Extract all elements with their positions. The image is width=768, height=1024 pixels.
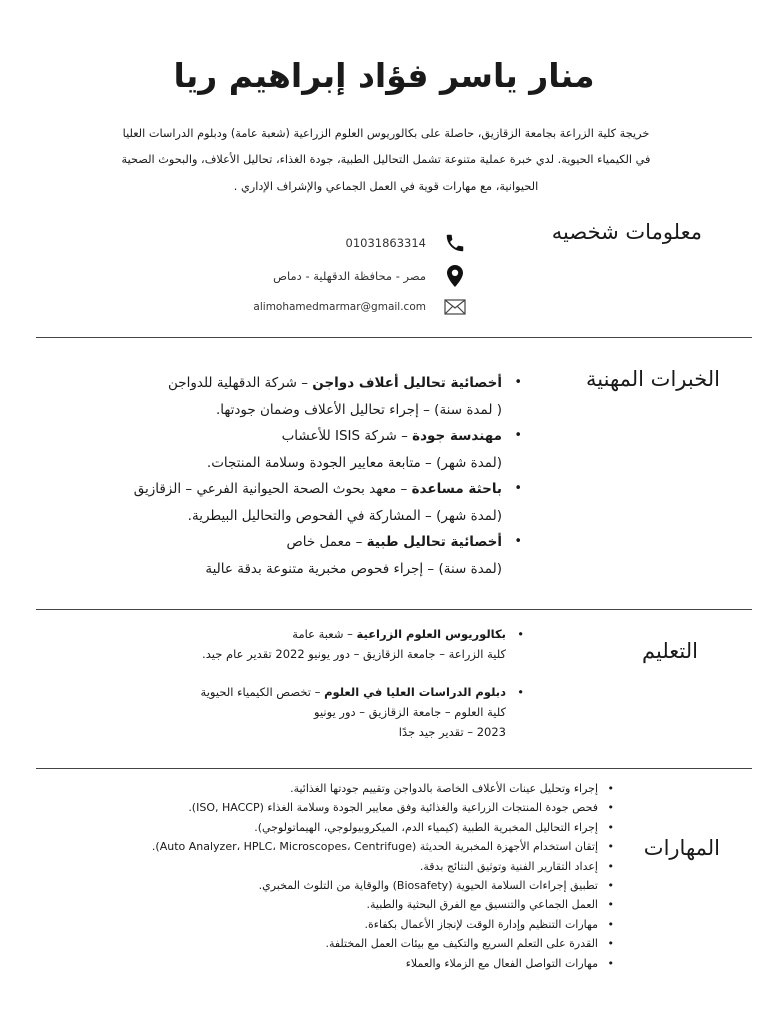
section-title-personal-info: معلومات شخصيه — [551, 220, 702, 244]
bullet-icon: • — [607, 879, 614, 893]
section-title-skills: المهارات — [643, 836, 720, 860]
education-specialization: – شعبة عامة — [292, 627, 357, 641]
experience-item — [82, 476, 522, 529]
contact-location-row — [273, 263, 468, 289]
bullet-icon: • — [607, 898, 614, 912]
education-item — [86, 624, 524, 664]
bullet-icon: • — [607, 801, 614, 815]
bullet-icon: • — [517, 627, 524, 641]
envelope-icon — [442, 294, 468, 320]
skill-text: تطبيق إجراءات السلامة الحيوية (Biosafety) والوقاية من التلوث المخبري. — [258, 879, 598, 893]
education-grade: 2023 – تقدير جيد جدًا — [398, 725, 506, 739]
bullet-icon: • — [607, 956, 614, 970]
section-divider — [36, 337, 752, 338]
skill-text: مهارات التنظيم وإدارة الوقت لإنجاز الأعمال بكفاءة. — [364, 917, 598, 931]
skill-text: فحص جودة المنتجات الزراعية والغذائية وفق معايير الجودة وسلامة الغذاء (ISO, HACCP). — [188, 801, 598, 815]
experience-item — [82, 370, 522, 423]
skills-list — [38, 779, 614, 973]
contact-phone-row — [346, 230, 468, 256]
skill-text: القدرة على التعلم السريع والتكيف مع بيئات العمل المختلفة. — [325, 937, 598, 951]
experience-org: – شركة ISIS للأعشاب — [281, 428, 413, 444]
skill-item — [38, 895, 614, 914]
bullet-icon: • — [514, 534, 522, 549]
education-degree: دبلوم الدراسات العليا في العلوم — [324, 685, 506, 699]
contact-email-row — [253, 294, 468, 320]
skill-item — [38, 837, 614, 856]
skill-text: إجراء وتحليل عينات الأعلاف الخاصة بالدواجن وتقييم جودتها الغذائية. — [290, 782, 598, 795]
section-title-education: التعليم — [642, 639, 698, 663]
bullet-icon: • — [607, 782, 614, 795]
skill-text: مهارات التواصل الفعال مع الزملاء والعملاء — [405, 956, 598, 970]
experience-org: – معمل خاص — [286, 534, 367, 550]
experience-role: باحثة مساعدة — [411, 481, 502, 497]
experience-org: – شركة الدقهلية للدواجن — [167, 375, 313, 391]
skill-item — [38, 954, 614, 973]
section-divider — [36, 768, 752, 769]
experience-detail: ( لمدة سنة) – إجراء تحاليل الأعلاف وضمان جودتها. — [215, 401, 502, 418]
education-list — [86, 624, 524, 760]
education-detail: كلية الزراعة – جامعة الزقازيق – دور يونيو 2022 تقدير عام جيد. — [202, 647, 506, 661]
experience-org: – معهد بحوث الصحة الحيوانية الفرعي – الزقازيق — [133, 481, 412, 497]
bullet-icon: • — [514, 428, 522, 443]
skill-text: إجراء التحاليل المخبرية الطبية (كيمياء الدم، الميكروبيولوجي، الهيماتولوجي). — [254, 820, 598, 834]
location-pin-icon — [442, 263, 468, 289]
location-text: مصر - محافظة الدقهلية - دماص — [273, 269, 426, 283]
experience-list — [82, 370, 522, 582]
skill-item — [38, 798, 614, 817]
experience-role: مهندسة جودة — [412, 428, 502, 444]
bullet-icon: • — [607, 937, 614, 951]
bullet-icon: • — [514, 375, 522, 390]
skill-item — [38, 818, 614, 837]
education-item — [86, 682, 524, 742]
skill-item — [38, 915, 614, 934]
education-degree: بكالوريوس العلوم الزراعية — [356, 627, 506, 641]
section-title-experience: الخبرات المهنية — [586, 367, 720, 391]
skill-item — [38, 934, 614, 953]
skill-text: إعداد التقارير الفنية وتوثيق النتائج بدقة. — [419, 859, 598, 873]
experience-item — [82, 529, 522, 582]
candidate-name: منار ياسر فؤاد إبراهيم ريا — [173, 56, 595, 95]
education-detail: كلية العلوم – جامعة الزقازيق – دور يونيو — [314, 705, 506, 719]
email-address[interactable]: alimohamedmarmar@gmail.com — [253, 301, 426, 313]
phone-icon — [442, 230, 468, 256]
phone-number[interactable]: 01031863314 — [345, 236, 426, 250]
bullet-icon: • — [607, 859, 614, 873]
bullet-icon: • — [514, 481, 522, 496]
experience-detail: (لمدة شهر) – المشاركة في الفحوص والتحاليل البيطرية. — [187, 507, 502, 524]
experience-detail: (لمدة سنة) – إجراء فحوص مخبرية متنوعة بدقة عالية — [205, 560, 502, 577]
experience-role: أخصائية تحاليل طبية — [366, 534, 502, 550]
skill-item — [38, 857, 614, 876]
skill-item — [38, 779, 614, 798]
section-divider — [36, 609, 752, 610]
skill-item — [38, 876, 614, 895]
bullet-icon: • — [607, 840, 614, 854]
experience-role: أخصائية تحاليل أعلاف دواجن — [312, 375, 502, 391]
skill-text: العمل الجماعي والتنسيق مع الفرق البحثية والطبية. — [366, 898, 598, 912]
profile-summary: خريجة كلية الزراعة بجامعة الزقازيق، حاصلة على بكالوريوس العلوم الزراعية (شعبة عامة) ودبلوم الدراسات العليا في الكيمياء الحيوية. لدي خبرة عملية متنوعة تشمل التحاليل الطبية، جودة الغذاء، تحاليل الأعلاف، والبحوث الصحية الحيوانية، مع مهارات قوية في العمل الجماعي والإشراف الإداري . — [121, 127, 651, 193]
education-specialization: – تخصص الكيمياء الحيوية — [200, 685, 325, 699]
experience-detail: (لمدة شهر) – متابعة معايير الجودة وسلامة المنتجات. — [206, 454, 502, 471]
bullet-icon: • — [607, 917, 614, 931]
bullet-icon: • — [517, 685, 524, 699]
skill-text: إتقان استخدام الأجهزة المخبرية الحديثة (Auto Analyzer، HPLC، Microscopes، Centrifuge). — [151, 840, 598, 854]
bullet-icon: • — [607, 820, 614, 834]
experience-item — [82, 423, 522, 476]
